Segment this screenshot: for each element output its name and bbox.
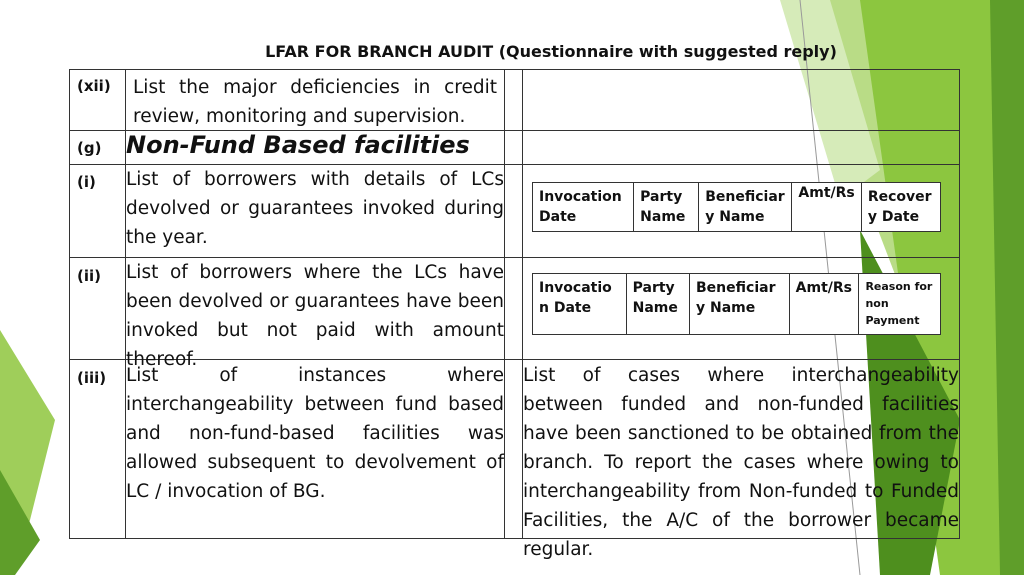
- row-text-ii: List of borrowers where the LCs have been devolved or guarantees have been invoked but not paid with amount thereof.: [126, 262, 504, 370]
- row-text-xii: List the major deficiencies in credit review, monitoring and supervision.: [133, 77, 497, 127]
- table-lc-not-paid: [532, 273, 941, 335]
- row-label-ii: (ii): [77, 267, 101, 285]
- table-header-row: [533, 183, 941, 232]
- header-invocation-date: Invocatio n Date: [533, 274, 627, 335]
- row-label-g: (g): [77, 139, 102, 157]
- header-invocation-date: Invocation Date: [533, 183, 634, 232]
- header-reason-non-payment: Reason for non Payment: [859, 274, 941, 335]
- header-recovery-date: Recover y Date: [861, 183, 940, 232]
- page-title: LFAR FOR BRANCH AUDIT (Questionnaire with suggested reply): [265, 42, 837, 61]
- header-amount: Amt/Rs: [789, 274, 859, 335]
- row-text-iii: List of instances where interchangeability between fund based and non-fund-based facilities was allowed subsequent to devolvement of LC / invocation of BG.: [126, 365, 504, 502]
- header-party-name: Party Name: [634, 183, 699, 232]
- row-text-i: List of borrowers with details of LCs devolved or guarantees invoked during the year.: [126, 169, 504, 248]
- header-amount: Amt/Rs: [792, 183, 861, 232]
- header-beneficiary-name: Beneficiar y Name: [699, 183, 792, 232]
- row-label-i: (i): [77, 173, 96, 191]
- row-label-iii: (iii): [77, 369, 107, 387]
- table-header-row: [533, 274, 941, 335]
- table-lc-devolved: [532, 182, 941, 232]
- header-beneficiary-name: Beneficiar y Name: [690, 274, 790, 335]
- row-reply-iii: List of cases where interchangeability between funded and non-funded facilities have been sanctioned to be obtained from the branch. To report the cases where owing to interchangeability from Non-funded to Funded Facilities, the A/C of the borrower became regular.: [523, 365, 959, 560]
- section-heading-non-fund: Non-Fund Based facilities: [126, 131, 470, 159]
- row-label-xii: (xii): [77, 77, 111, 95]
- header-party-name: Party Name: [626, 274, 689, 335]
